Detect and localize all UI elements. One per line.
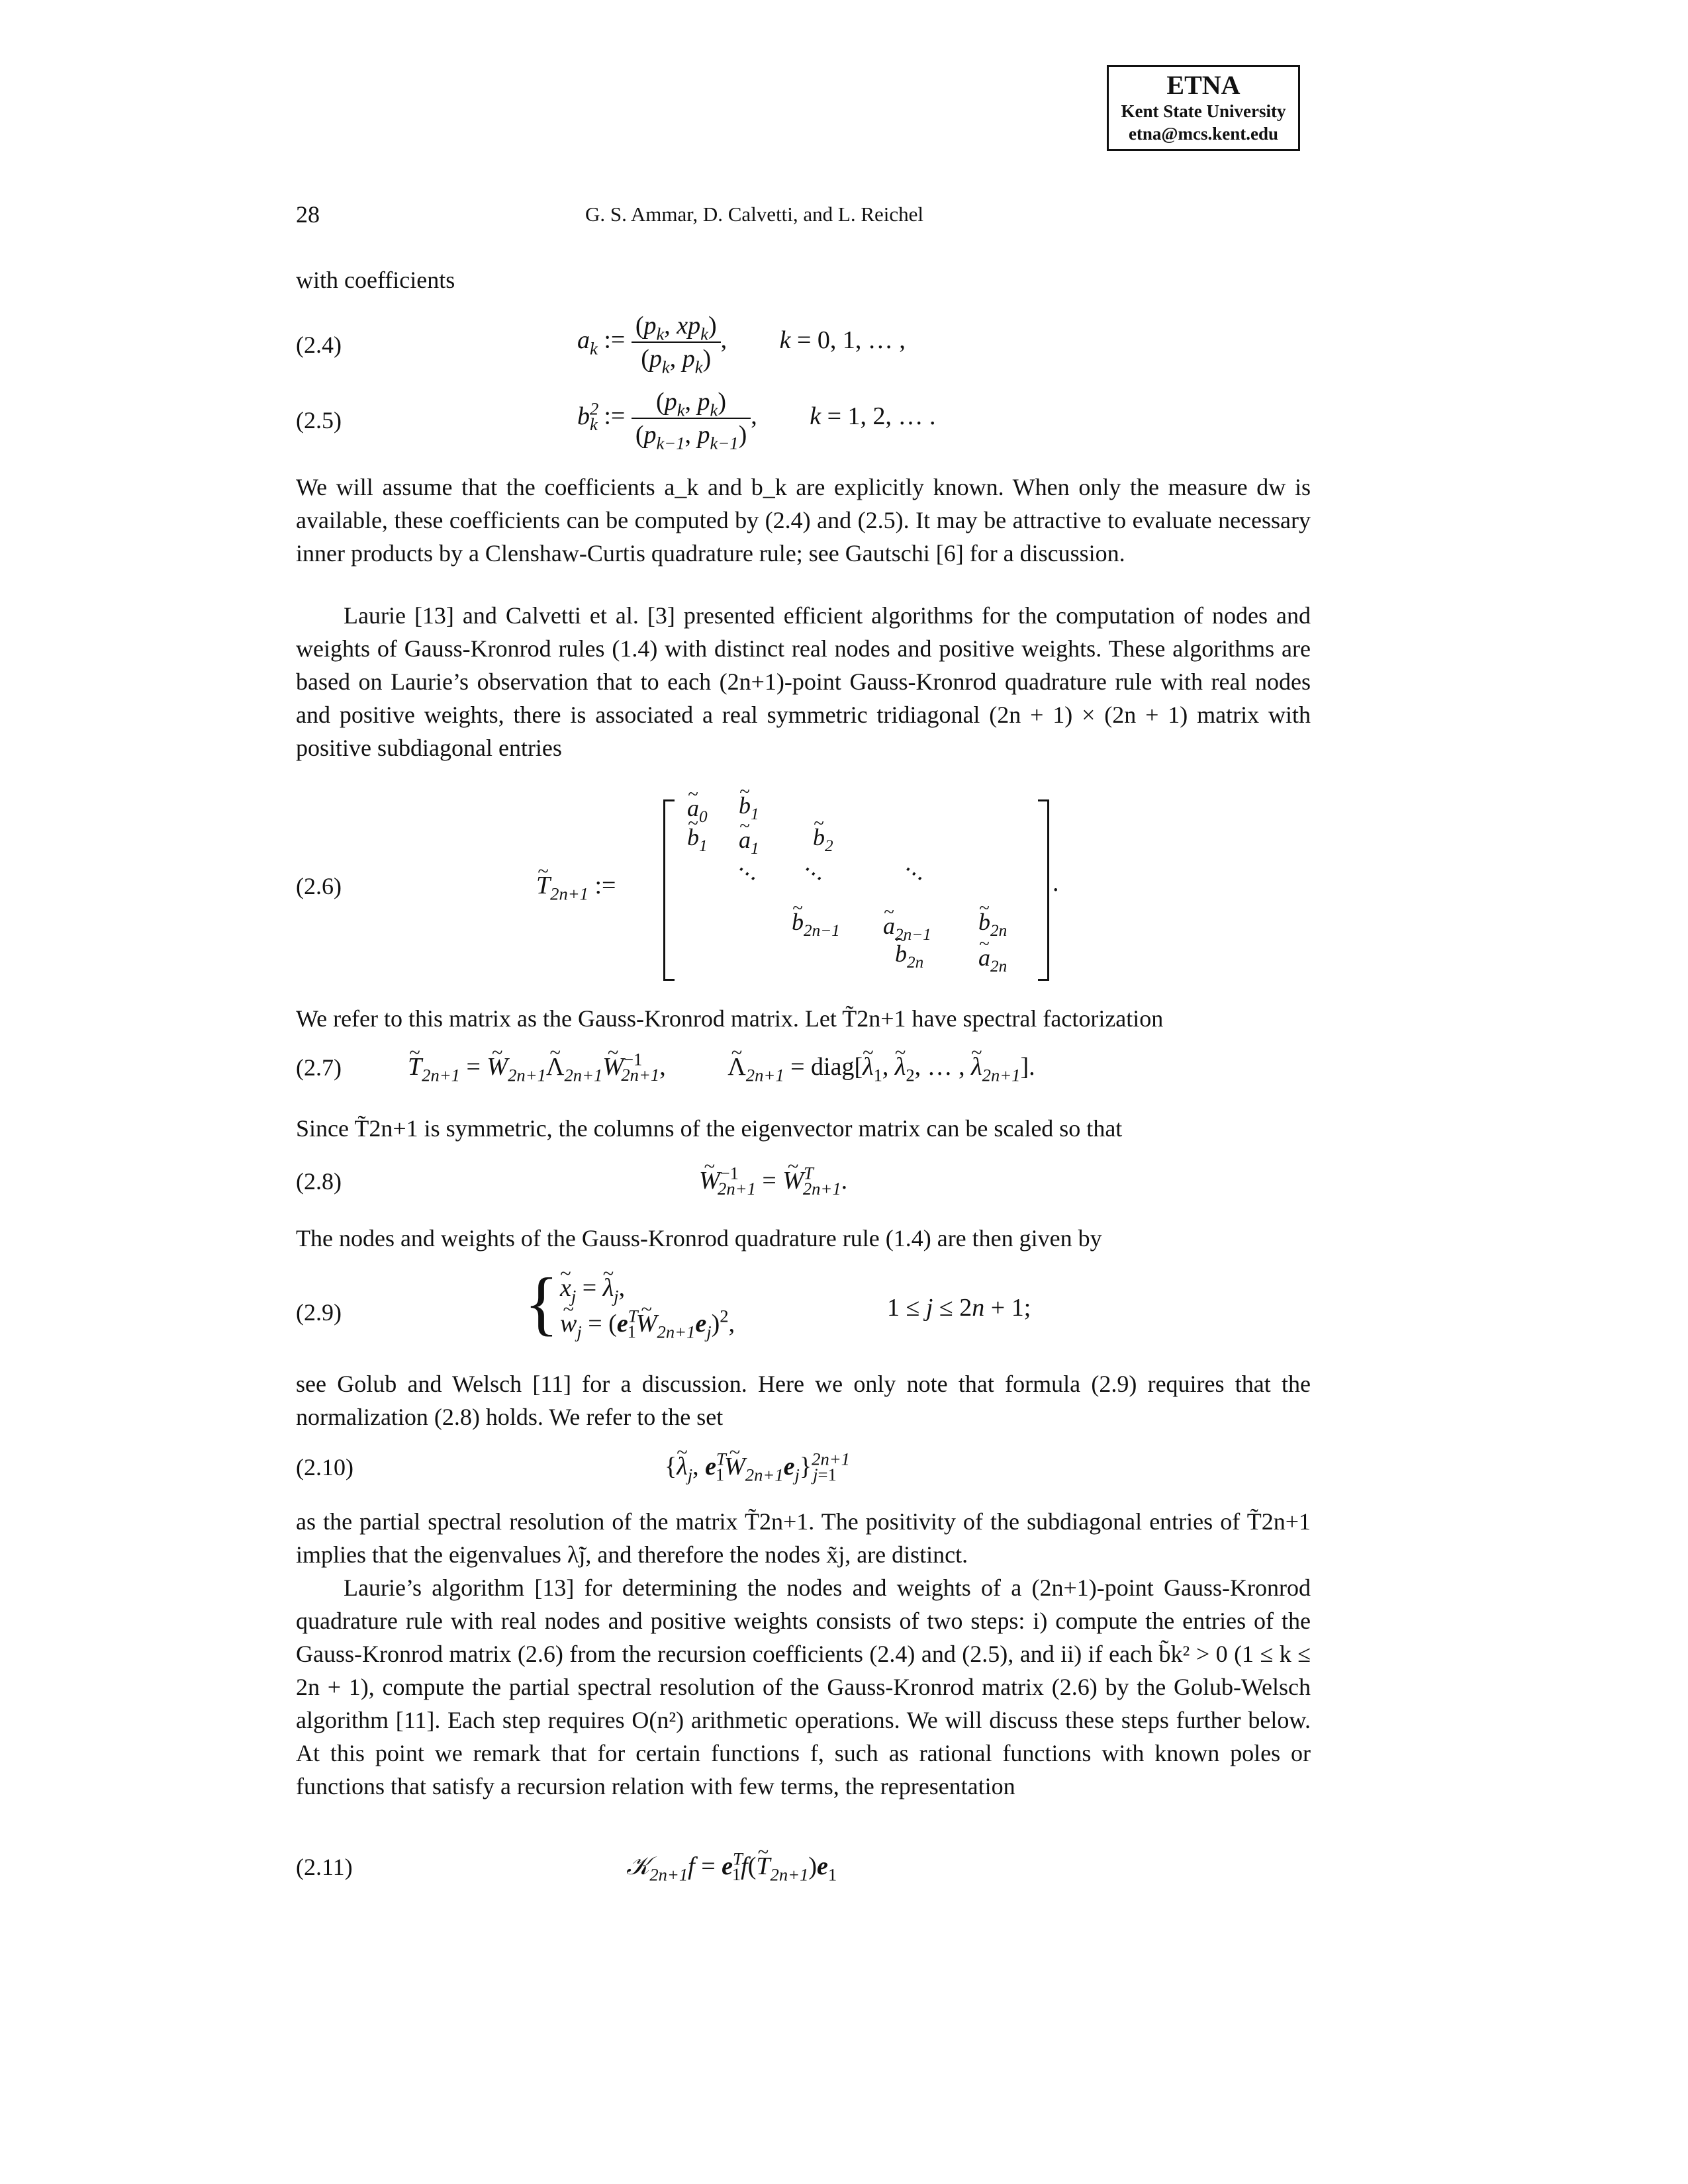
matrix-cell-b2: ~ $b_2$ [813, 823, 833, 851]
eq-number-2-8: (2.8) [296, 1168, 342, 1195]
matrix-cell-b1-lower: ~ $b_1$ [687, 823, 708, 851]
matrix-cell-a0: ~ $a_0$ [687, 794, 708, 822]
matrix-cell-b1: ~ $b_1$ [739, 792, 759, 819]
matrix-dots-3: ⋯ [897, 857, 931, 891]
equation-2-9-condition: 1 ≤ j ≤ 2n + 1; [887, 1294, 1031, 1322]
eq-number-2-4: (2.4) [296, 332, 342, 358]
matrix-period: . [1053, 869, 1059, 897]
paragraph-3: We refer to this matrix as the Gauss-Kronrod matrix. Let T̃2n+1 have spectral factorization [296, 1005, 1164, 1032]
matrix-right-bracket [1038, 799, 1049, 981]
paragraph-6-text: see Golub and Welsch [11] for a discussion. Here we only note that formula (2.9) requires that the normalization (2.8) holds. We refer to the set [296, 1371, 1311, 1430]
equation-2-8: ~ $W^{-1}_{2n+1}$ = ~ $W^T_{2n+1}$. [699, 1166, 847, 1195]
running-head: G. S. Ammar, D. Calvetti, and L. Reichel [585, 203, 924, 226]
intro-text: with coefficients [296, 267, 455, 293]
matrix-cell-a2n-1: ~ $a_{2n-1}$ [883, 912, 931, 940]
paragraph-7 [296, 1505, 1311, 1571]
paragraph-4: Since T̃2n+1 is symmetric, the columns of the eigenvector matrix can be scaled so that [296, 1115, 1123, 1142]
paragraph-1-text: We will assume that the coefficients a_k and b_k are explicitly known. When only the measure dw is available, these coefficients can be computed by (2.4) and (2.5). It may be attractive to evaluate necessary inner products by a Clenshaw-Curtis quadrature rule; see Gautschi [6] for a discussion. [296, 474, 1311, 567]
matrix-label: ~ $T_{2n+1}$ := [536, 871, 616, 900]
eq-number-2-9: (2.9) [296, 1299, 342, 1326]
matrix-dots-1: ⋯ [730, 857, 764, 891]
brace: { [524, 1264, 559, 1343]
etna-university: Kent State University [1121, 101, 1286, 121]
eq-number-2-11: (2.11) [296, 1854, 353, 1880]
page-number: 28 [296, 201, 320, 228]
etna-title: ETNA [1166, 70, 1241, 100]
equation-2-9-line-2: ~ $w_j$ = ($e^T_1\sim$ $W_{2n+1}e_j)^2$, [560, 1309, 735, 1338]
equation-2-9-line-1: ~ $x_j$ = ~ $\lambda_j$, [560, 1273, 625, 1302]
equation-2-11: 𝒦$_{2n+1}$f = $e^T_1f(\sim$ $T_{2n+1})e_1$ [626, 1852, 837, 1881]
equation-2-10: {~ $\lambda_j$, $e^T_1\sim$ $W_{2n+1}e_j\}^{2n+1}_{j=1}$ [665, 1452, 837, 1481]
equation-2-4: $a_k$ := $\frac{(p_k, xp_k)}{(p_k, p_k)}$ , k = 0, 1, … , [577, 310, 906, 375]
paragraph-8-text: Laurie’s algorithm [13] for determining the nodes and weights of a (2n+1)-point Gauss-Kronrod quadrature rule with real nodes and positive weights consists of two steps: i) compute the entries of the Gauss-Kronrod matrix (2.6) from the recursion coefficients (2.4) and (2.5), and ii) if each b̃k² > 0 (1 ≤ k ≤ 2n + 1), compute the partial spectral resolution of the Gauss-Kronrod matrix (2.6) by the Golub-Welsch algorithm [11]. Each step requires O(n²) arithmetic operations. We will discuss these steps further below. At this point we remark that for certain functions f, such as rational functions with known poles or functions that satisfy a recursion relation with few terms, the representation [296, 1574, 1311, 1799]
etna-email: etna@mcs.kent.edu [1128, 124, 1279, 144]
matrix-cell-b2n: ~ $b_{2n}$ [978, 908, 1007, 936]
paragraph-7-text: as the partial spectral resolution of the matrix T̃2n+1. The positivity of the subdiagonal entries of T̃2n+1 implies that the eigenvalues λ̃j, and therefore the nodes x̃j, are distinct. [296, 1508, 1311, 1568]
etna-stamp [1107, 65, 1300, 151]
matrix-left-bracket [663, 799, 675, 981]
matrix-cell-b2n-1: ~ $b_{2n-1}$ [792, 908, 840, 936]
eq-number-2-10: (2.10) [296, 1454, 353, 1480]
matrix-cell-a2n: ~ $a_{2n}$ [978, 944, 1007, 972]
matrix-cell-a1: ~ $a_1$ [739, 826, 759, 854]
equation-2-7: ~ $T_{2n+1}$ = ~ $W_{2n+1}\sim$ $\Lambda_{2n+1}\sim$ $W^{-1}_{2n+1}$, ~ $\Lambda_{2n+1}$ = diag[~ $\lambda_1$, ~ $\lambda_2$, … , ~ $\lambda_{2n+1}$]. [408, 1052, 1035, 1081]
paragraph-8 [296, 1571, 1311, 1803]
equation-2-5: $b^2_k$ := $\frac{(p_k, p_k)}{(p_{k-1}, p_{k-1})}$ , k = 1, 2, … . [577, 386, 936, 451]
paragraph-6 [296, 1367, 1311, 1433]
eq-number-2-7: (2.7) [296, 1054, 342, 1081]
matrix-dots-2: ⋯ [796, 857, 830, 891]
paragraph-2 [296, 599, 1311, 764]
matrix-cell-b2n-lower: ~ $b_{2n}$ [895, 940, 923, 968]
paragraph-2-text: Laurie [13] and Calvetti et al. [3] presented efficient algorithms for the computation of nodes and weights of Gauss-Kronrod rules (1.4) with distinct real nodes and positive weights. These algorithms are based on Laurie’s observation that to each (2n+1)-point Gauss-Kronrod quadrature rule with real nodes and positive weights, there is associated a real symmetric tridiagonal (2n + 1) × (2n + 1) matrix with positive subdiagonal entries [296, 602, 1311, 761]
eq-number-2-5: (2.5) [296, 407, 342, 433]
paragraph-1 [296, 471, 1311, 570]
paragraph-5: The nodes and weights of the Gauss-Kronrod quadrature rule (1.4) are then given by [296, 1225, 1102, 1251]
eq-number-2-6: (2.6) [296, 873, 342, 899]
